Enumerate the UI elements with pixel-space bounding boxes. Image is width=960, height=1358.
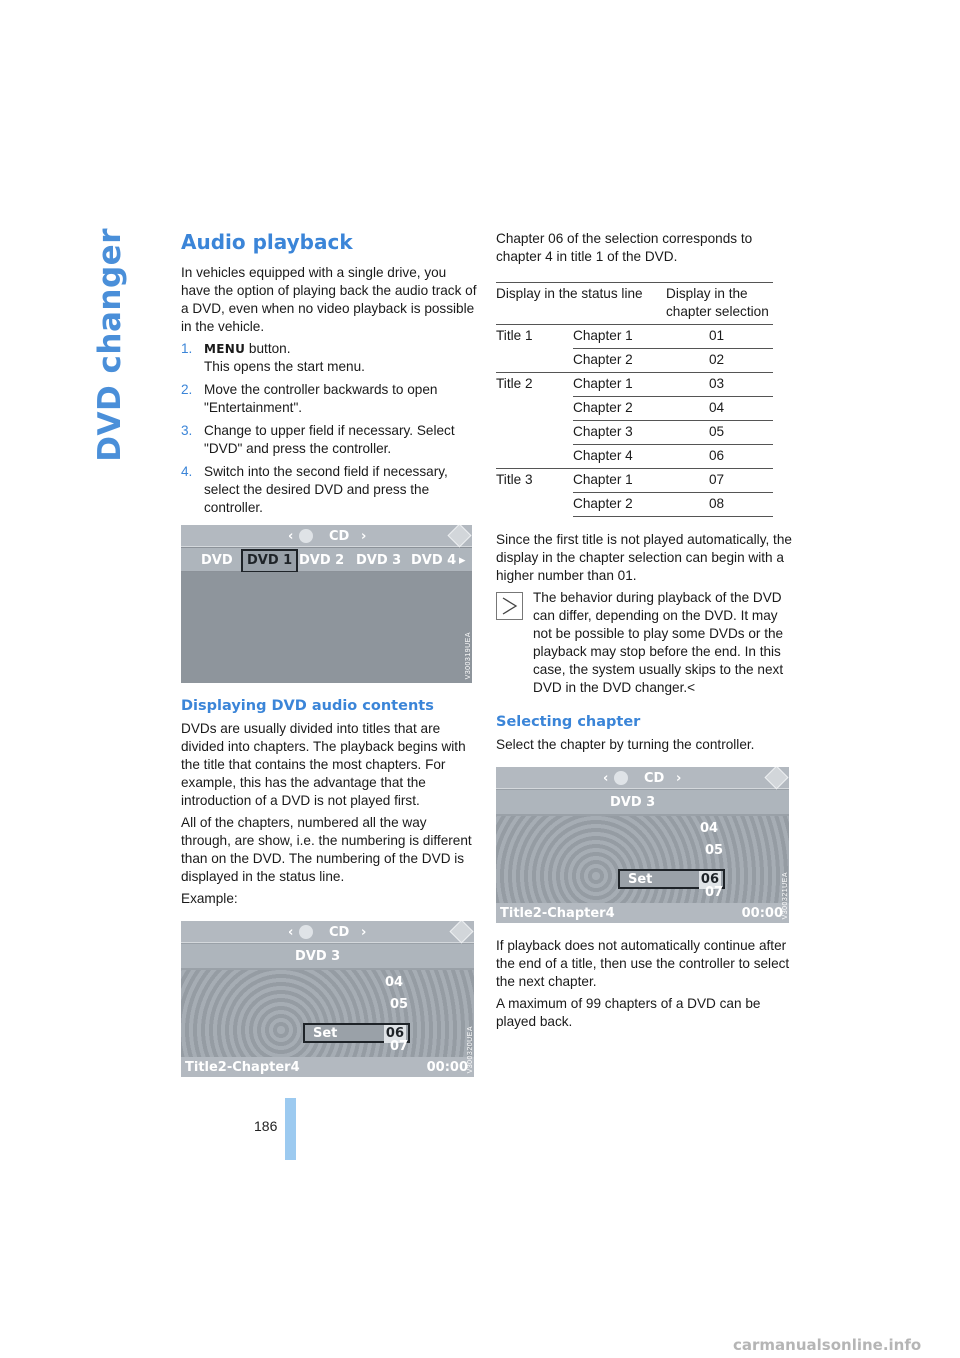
paragraph-chapter-correspondence: Chapter 06 of the selection corresponds to chapter 4 in title 1 of the DVD. xyxy=(496,231,753,264)
chapter-below: 07 xyxy=(705,885,724,900)
dvd-item: DVD 4 xyxy=(411,553,457,568)
note-play-icon xyxy=(496,592,523,620)
screenshot-dvd-selection xyxy=(181,525,472,683)
arrow-right-icon: › xyxy=(361,925,367,940)
left-column xyxy=(181,230,477,1077)
status-chapter: Title2-Chapter4 xyxy=(500,906,615,921)
cell-chapter: Chapter 2 xyxy=(573,397,666,421)
cell-chapter: Chapter 1 xyxy=(573,469,666,493)
source-label: CD xyxy=(644,771,665,786)
cell-title xyxy=(496,349,573,373)
table-row xyxy=(496,421,773,445)
cell-title xyxy=(496,493,573,517)
table-row xyxy=(496,493,773,517)
table-row xyxy=(496,373,773,397)
set-label: Set xyxy=(313,1026,338,1041)
cell-title xyxy=(496,445,573,469)
chapter-mid: 05 xyxy=(390,997,409,1012)
table-row xyxy=(496,445,773,469)
arrow-left-icon: ‹ xyxy=(288,529,294,544)
paragraph-numbering: All of the chapters, numbered all the way through, are show, i.e. the numbering is different than on the DVD. The numbering of the DVD is displayed in the status line. xyxy=(181,815,472,884)
heading-selecting-chapter: Selecting chapter xyxy=(496,714,641,730)
arrow-left-icon: ‹ xyxy=(288,925,294,940)
chapter-table xyxy=(496,282,773,517)
set-label: Set xyxy=(628,872,653,887)
steps-list xyxy=(181,340,477,517)
watermark-text: carmanualsonline.info xyxy=(733,1336,922,1354)
page-number: 186 xyxy=(254,1118,278,1134)
status-line xyxy=(496,903,789,923)
arrow-right-icon: ▸ xyxy=(459,553,466,568)
chapter-above: 04 xyxy=(385,975,404,990)
dvd-title-bar xyxy=(181,944,474,968)
heading-audio-playback: Audio playback xyxy=(181,230,353,254)
page-marker-bar xyxy=(285,1098,296,1160)
source-label: CD xyxy=(329,925,350,940)
disc-icon xyxy=(614,771,628,785)
note-text: The behavior during playback of the DVD can differ, depending on the DVD. It may not be possible to play some DVDs or the playback may stop before the end. In this case, the system usually skips to the next DVD in the DVD changer. xyxy=(533,590,784,695)
cell-title: Title 2 xyxy=(496,376,533,391)
table-row xyxy=(496,325,773,349)
cell-title: Title 1 xyxy=(496,328,533,343)
table-row xyxy=(496,469,773,493)
paragraph-example: Example: xyxy=(181,891,238,906)
image-code: V300321UEA xyxy=(782,871,789,919)
cell-number: 06 xyxy=(666,445,773,469)
paragraph-select-chapter: Select the chapter by turning the controller. xyxy=(496,737,755,752)
dvd-item: DVD xyxy=(201,553,233,568)
cell-chapter: Chapter 2 xyxy=(573,493,666,517)
step-text: Move the controller backwards to open "Entertainment". xyxy=(204,382,438,415)
step-3 xyxy=(181,422,477,458)
step-number: 1. xyxy=(181,341,193,356)
chapter-above: 04 xyxy=(700,821,719,836)
status-time: 00:00 xyxy=(741,906,783,921)
chapter-selected: 06 xyxy=(385,1026,404,1041)
header-status-line: Display in the status line xyxy=(496,283,666,325)
cell-chapter: Chapter 1 xyxy=(573,373,666,397)
note-block xyxy=(496,589,792,697)
paragraph-max-chapters: A maximum of 99 chapters of a DVD can be played back. xyxy=(496,996,761,1029)
arrow-left-icon: ‹ xyxy=(603,771,609,786)
controller-icon xyxy=(447,525,471,548)
status-line xyxy=(181,1057,474,1077)
dvd-item-selected: DVD 1 xyxy=(241,549,298,573)
screen-top-bar xyxy=(181,525,472,547)
chapter-mid: 05 xyxy=(705,843,724,858)
cell-chapter: Chapter 1 xyxy=(573,325,666,349)
status-time: 00:00 xyxy=(426,1060,468,1075)
cell-chapter: Chapter 4 xyxy=(573,445,666,469)
cell-number: 01 xyxy=(666,325,773,349)
cell-title xyxy=(496,421,573,445)
table-header xyxy=(496,283,773,325)
dvd-list-bar xyxy=(181,548,472,571)
arrow-right-icon: › xyxy=(361,529,367,544)
screen-top-bar xyxy=(496,767,789,789)
intro-paragraph: In vehicles equipped with a single drive, you have the option of playing back the audio track of a DVD, even when no video playback is possible in the vehicle. xyxy=(181,265,477,334)
dvd-title-bar xyxy=(496,790,789,814)
cell-number: 02 xyxy=(666,349,773,373)
paragraph-first-title: Since the first title is not played automatically, the display in the chapter selection can begin with a higher number than 01. xyxy=(496,532,792,583)
heading-displaying-dvd-audio: Displaying DVD audio contents xyxy=(181,698,434,714)
note-end-mark: < xyxy=(687,680,696,695)
step-subtext: This opens the start menu. xyxy=(204,359,365,374)
chapter-side-title: DVD changer xyxy=(92,228,128,462)
table-row xyxy=(496,349,773,373)
cell-chapter: Chapter 3 xyxy=(573,421,666,445)
disc-graphic xyxy=(496,816,789,903)
step-1 xyxy=(181,340,477,376)
table-row xyxy=(496,397,773,421)
step-number: 2. xyxy=(181,382,193,397)
screenshot-selecting-chapter xyxy=(496,767,789,923)
chapter-selected: 06 xyxy=(700,872,719,887)
step-number: 3. xyxy=(181,423,193,438)
dvd-item: DVD 3 xyxy=(356,553,402,568)
dvd-label: DVD 3 xyxy=(295,949,341,964)
step-4 xyxy=(181,463,477,517)
cell-number: 04 xyxy=(666,397,773,421)
chapter-below: 07 xyxy=(390,1039,409,1054)
menu-key-label: MENU xyxy=(204,342,246,356)
cell-chapter: Chapter 2 xyxy=(573,349,666,373)
screen-top-bar xyxy=(181,921,474,943)
step-text: button. xyxy=(245,341,291,356)
step-number: 4. xyxy=(181,464,193,479)
disc-icon xyxy=(299,529,313,543)
cell-number: 08 xyxy=(666,493,773,517)
image-code: V300319UEA xyxy=(465,631,472,679)
screen-body xyxy=(181,572,472,683)
screenshot-chapter-example xyxy=(181,921,474,1077)
paragraph-titles-chapters: DVDs are usually divided into titles that are divided into chapters. The playback begins with the title that contains the most chapters. For example, this has the advantage that the introduction of a DVD is not played first. xyxy=(181,721,466,808)
step-text: Change to upper field if necessary. Select "DVD" and press the controller. xyxy=(204,423,455,456)
controller-icon xyxy=(764,767,788,790)
step-2 xyxy=(181,381,477,417)
cell-number: 03 xyxy=(666,373,773,397)
status-chapter: Title2-Chapter4 xyxy=(185,1060,300,1075)
cell-number: 07 xyxy=(666,469,773,493)
step-text: Switch into the second field if necessary, select the desired DVD and press the controller. xyxy=(204,464,448,515)
dvd-item: DVD 2 xyxy=(299,553,345,568)
controller-icon xyxy=(449,921,473,944)
disc-icon xyxy=(299,925,313,939)
dvd-label: DVD 3 xyxy=(610,795,656,810)
right-column xyxy=(496,230,792,1035)
arrow-right-icon: › xyxy=(676,771,682,786)
source-label: CD xyxy=(329,529,350,544)
disc-graphic xyxy=(181,970,474,1057)
image-code: V300320UEA xyxy=(467,1025,474,1073)
header-chapter-selection: Display in the chapter selection xyxy=(666,283,773,325)
cell-title xyxy=(496,397,573,421)
paragraph-continue: If playback does not automatically continue after the end of a title, then use the controller to select the next chapter. xyxy=(496,938,790,989)
cell-title: Title 3 xyxy=(496,472,533,487)
cell-number: 05 xyxy=(666,421,773,445)
